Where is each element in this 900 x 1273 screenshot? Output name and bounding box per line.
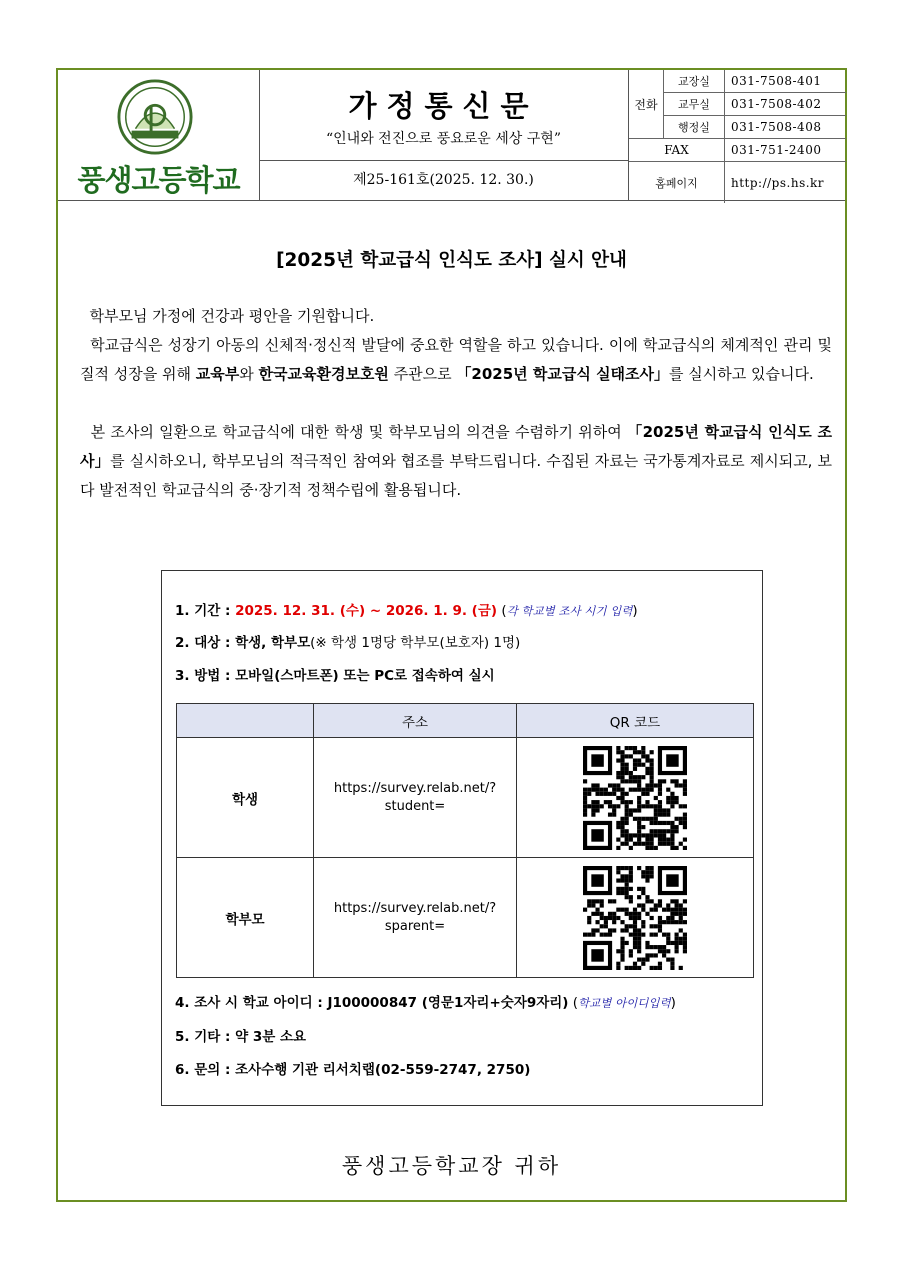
- paragraph-text: 를 실시하고 있습니다.: [669, 365, 814, 383]
- phone-number: 031-7508-401: [725, 70, 847, 93]
- notice-headline: [2025년 학교급식 인식도 조사] 실시 안내: [276, 250, 627, 271]
- period-value: 2025. 12. 31. (수) ~ 2026. 1. 9. (금): [235, 603, 498, 619]
- school-motto: “인내와 전진으로 풍요로운 세상 구현”: [326, 131, 561, 147]
- paren-close: ): [670, 995, 676, 1011]
- row-label: 학생: [177, 738, 314, 858]
- school-seal-icon: [116, 78, 194, 156]
- document-frame: [56, 68, 847, 1202]
- school-name-logotype: 풍생고등학교: [77, 163, 240, 197]
- closing-signature: 풍생고등학교장 귀하: [341, 1154, 562, 1178]
- agency-name: 한국교육환경보호원: [258, 365, 389, 383]
- homepage-label: 홈페이지: [629, 162, 725, 204]
- period-note: 각 학교별 조사 시기 입력: [506, 604, 633, 618]
- phone-role: 행정실: [664, 116, 725, 139]
- school-logo-cell: [58, 70, 260, 200]
- school-id-item: [175, 991, 676, 1011]
- paragraph-text: 본 조사의 일환으로 학교급식에 대한 학생 및 학부모님의 의견을 수렴하기 위하여: [90, 423, 628, 441]
- background-paragraph: [80, 331, 832, 389]
- phone-role: 교무실: [664, 93, 725, 116]
- phone-number: 031-7508-408: [725, 116, 847, 139]
- request-paragraph: [80, 418, 832, 505]
- ministry-name: 교육부: [195, 365, 240, 383]
- qr-cell: [517, 738, 754, 858]
- period-label: 1. 기간 :: [175, 603, 236, 619]
- title-cell: [259, 70, 628, 161]
- target-note: (※ 학생 1명당 학부모(보호자) 1명): [310, 635, 521, 651]
- school-id-note: 학교별 아이디입력: [578, 996, 671, 1010]
- method-item: 3. 방법 : 모바일(스마트폰) 또는 PC로 접속하여 실시: [175, 668, 495, 684]
- table-row: [177, 858, 754, 978]
- student-survey-url[interactable]: https://survey.relab.net/?student=: [314, 738, 517, 858]
- issue-number: 제25-161호(2025. 12. 30.): [353, 172, 534, 188]
- qr-cell: [517, 858, 754, 978]
- table-header: 주소: [314, 704, 517, 738]
- table-row: [177, 738, 754, 858]
- letterhead: [58, 70, 845, 201]
- contact-table: [628, 70, 846, 200]
- homepage-link[interactable]: http://ps.hs.kr: [725, 162, 847, 204]
- greeting-text: 학부모님 가정에 건강과 평안을 기원합니다.: [89, 307, 375, 325]
- target-label: 2. 대상 : 학생, 학부모: [175, 635, 311, 651]
- phone-label: 전화: [629, 70, 664, 139]
- paragraph-text: 학교급식은 성장기 아동의 신체적·정신적 발달에 중요한 역할을 하고 있습니다. 이에 학교급식의 체계적인 관리 및 질적 성장을 위해: [80, 336, 832, 383]
- greeting-paragraph: [80, 302, 832, 331]
- row-label: 학부모: [177, 858, 314, 978]
- survey-name: 「2025년 학교급식 실태조사」: [456, 365, 670, 383]
- paren-open: (: [568, 995, 579, 1011]
- survey-name: 「2025년 학교급식 인식도 조사」: [80, 423, 833, 470]
- newsletter-title: 가정통신문: [348, 89, 539, 123]
- phone-role: 교장실: [664, 70, 725, 93]
- etc-item: 5. 기타 : 약 3분 소요: [175, 1029, 307, 1045]
- paragraph-text: 주관으로: [388, 365, 457, 383]
- phone-number: 031-7508-402: [725, 93, 847, 116]
- survey-info-box: [161, 570, 763, 1106]
- period-item: [175, 599, 638, 619]
- fax-label: FAX: [629, 139, 725, 162]
- fax-number: 031-751-2400: [725, 139, 847, 162]
- paren-open: (: [497, 603, 507, 619]
- parent-survey-url[interactable]: https://survey.relab.net/?sparent=: [314, 858, 517, 978]
- paragraph-text: 를 실시하오니, 학부모님의 적극적인 참여와 협조를 부탁드립니다. 수집된 자료는 국가통계자료로 제시되고, 보다 발전적인 학교급식의 중·장기적 정책수립에 활용됩니다.: [80, 452, 832, 499]
- school-id-label: 4. 조사 시 학교 아이디 : J100000847 (영문1자리+숫자9자리): [175, 995, 569, 1011]
- parent-qr-code-icon[interactable]: [583, 866, 687, 970]
- table-header: [177, 704, 314, 738]
- paragraph-text: 와: [239, 365, 259, 383]
- target-item: [175, 631, 520, 651]
- contact-item: 6. 문의 : 조사수행 기관 리서치랩(02-559-2747, 2750): [175, 1062, 531, 1078]
- survey-link-table: [176, 703, 754, 978]
- table-header: QR 코드: [517, 704, 754, 738]
- student-qr-code-icon[interactable]: [583, 746, 687, 850]
- paren-close: ): [632, 603, 638, 619]
